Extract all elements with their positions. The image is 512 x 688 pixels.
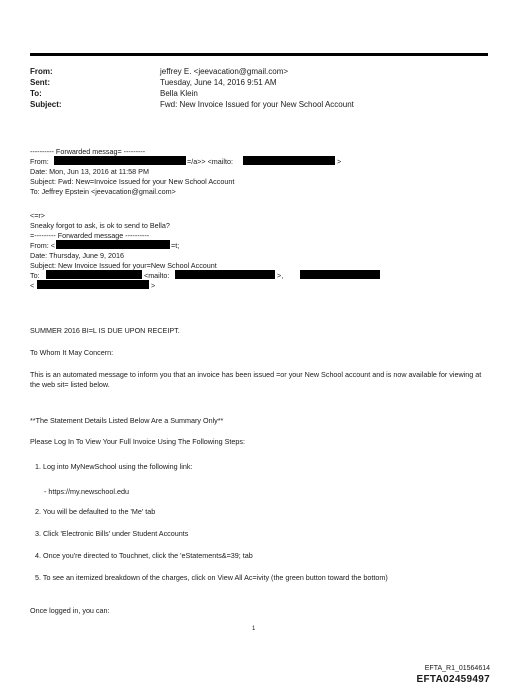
- fwd2-date: Date: Thursday, June 9, 2016: [30, 251, 125, 260]
- forward-separator: ---------- Forwarded messag= ---------: [30, 147, 146, 156]
- fwd2-from-end: =t;: [171, 241, 180, 250]
- step-3: 3. Click 'Electronic Bills' under Student Accounts: [35, 529, 189, 538]
- logged-in-line: Once logged in, you can:: [30, 606, 110, 615]
- to-value: Bella Klein: [160, 89, 198, 98]
- redaction-bar: [175, 270, 275, 279]
- to-label: To:: [30, 89, 42, 98]
- redaction-bar: [243, 156, 335, 165]
- sneaky-line: Sneaky forgot to ask, is ok to send to Bella?: [30, 221, 170, 230]
- page-number: 1: [252, 626, 256, 632]
- summary-note: **The Statement Details Listed Below Are a Summary Only**: [30, 416, 224, 425]
- fwd2-from-prefix: From: <: [30, 241, 55, 250]
- fwd-from-mid: =/a>> <mailto:: [187, 157, 233, 166]
- redaction-bar: [300, 270, 380, 279]
- subject-value: Fwd: New Invoice Issued for your New School Account: [160, 100, 354, 109]
- redaction-bar: [56, 240, 170, 249]
- fwd-subject: Subject: Fwd: New=Invoice Issued for your New School Account: [30, 177, 235, 186]
- fwd2-lt: <: [30, 281, 35, 290]
- salutation: To Whom It May Concern:: [30, 348, 114, 357]
- fwd-from-prefix: From:: [30, 157, 49, 166]
- fwd2-gt: >: [151, 281, 156, 290]
- redaction-bar: [54, 156, 186, 165]
- step-4: 4. Once you're directed to Touchnet, click the 'eStatements&=39; tab: [35, 551, 253, 560]
- newschool-link[interactable]: - https://my.newschool.edu: [44, 487, 129, 496]
- fwd-to: To: Jeffrey Epstein <jeevacation@gmail.com>: [30, 187, 176, 196]
- step-2: 2. You will be defaulted to the 'Me' tab: [35, 507, 156, 516]
- bates-id-2: EFTA02459497: [416, 674, 490, 685]
- forward-separator-2: =--------- Forwarded message ----------: [30, 231, 150, 240]
- invoice-paragraph: This is an automated message to inform you that an invoice has been issued =or your New School account and is now available for viewing at the web sit= listed below.: [30, 370, 482, 389]
- br-tag: <=r>: [30, 211, 45, 220]
- fwd2-to-comma: >,: [277, 271, 284, 280]
- sent-label: Sent:: [30, 78, 50, 87]
- redaction-bar: [37, 280, 149, 289]
- fwd-from-end: >: [337, 157, 342, 166]
- fwd-date: Date: Mon, Jun 13, 2016 at 11:58 PM: [30, 167, 149, 176]
- bates-id-1: EFTA_R1_01564614: [424, 665, 490, 672]
- step-1: 1. Log into MyNewSchool using the following link:: [35, 462, 193, 471]
- bill-due-line: SUMMER 2016 BI=L IS DUE UPON RECEIPT.: [30, 326, 180, 335]
- login-instructions: Please Log In To View Your Full Invoice Using The Following Steps:: [30, 437, 245, 446]
- step-5: 5. To see an itemized breakdown of the charges, click on View All Ac=ivity (the green button toward the bottom): [35, 573, 388, 582]
- from-label: From:: [30, 67, 53, 76]
- subject-label: Subject:: [30, 100, 62, 109]
- from-value: jeffrey E. <jeevacation@gmail.com>: [160, 67, 289, 76]
- header-rule: [30, 53, 488, 56]
- fwd2-to-prefix: To:: [30, 271, 40, 280]
- fwd2-subject: Subject: New Invoice Issued for your=New School Account: [30, 261, 217, 270]
- sent-value: Tuesday, June 14, 2016 9:51 AM: [160, 78, 277, 87]
- redaction-bar: [46, 270, 142, 279]
- fwd2-to-mailto: <mailto:: [144, 271, 170, 280]
